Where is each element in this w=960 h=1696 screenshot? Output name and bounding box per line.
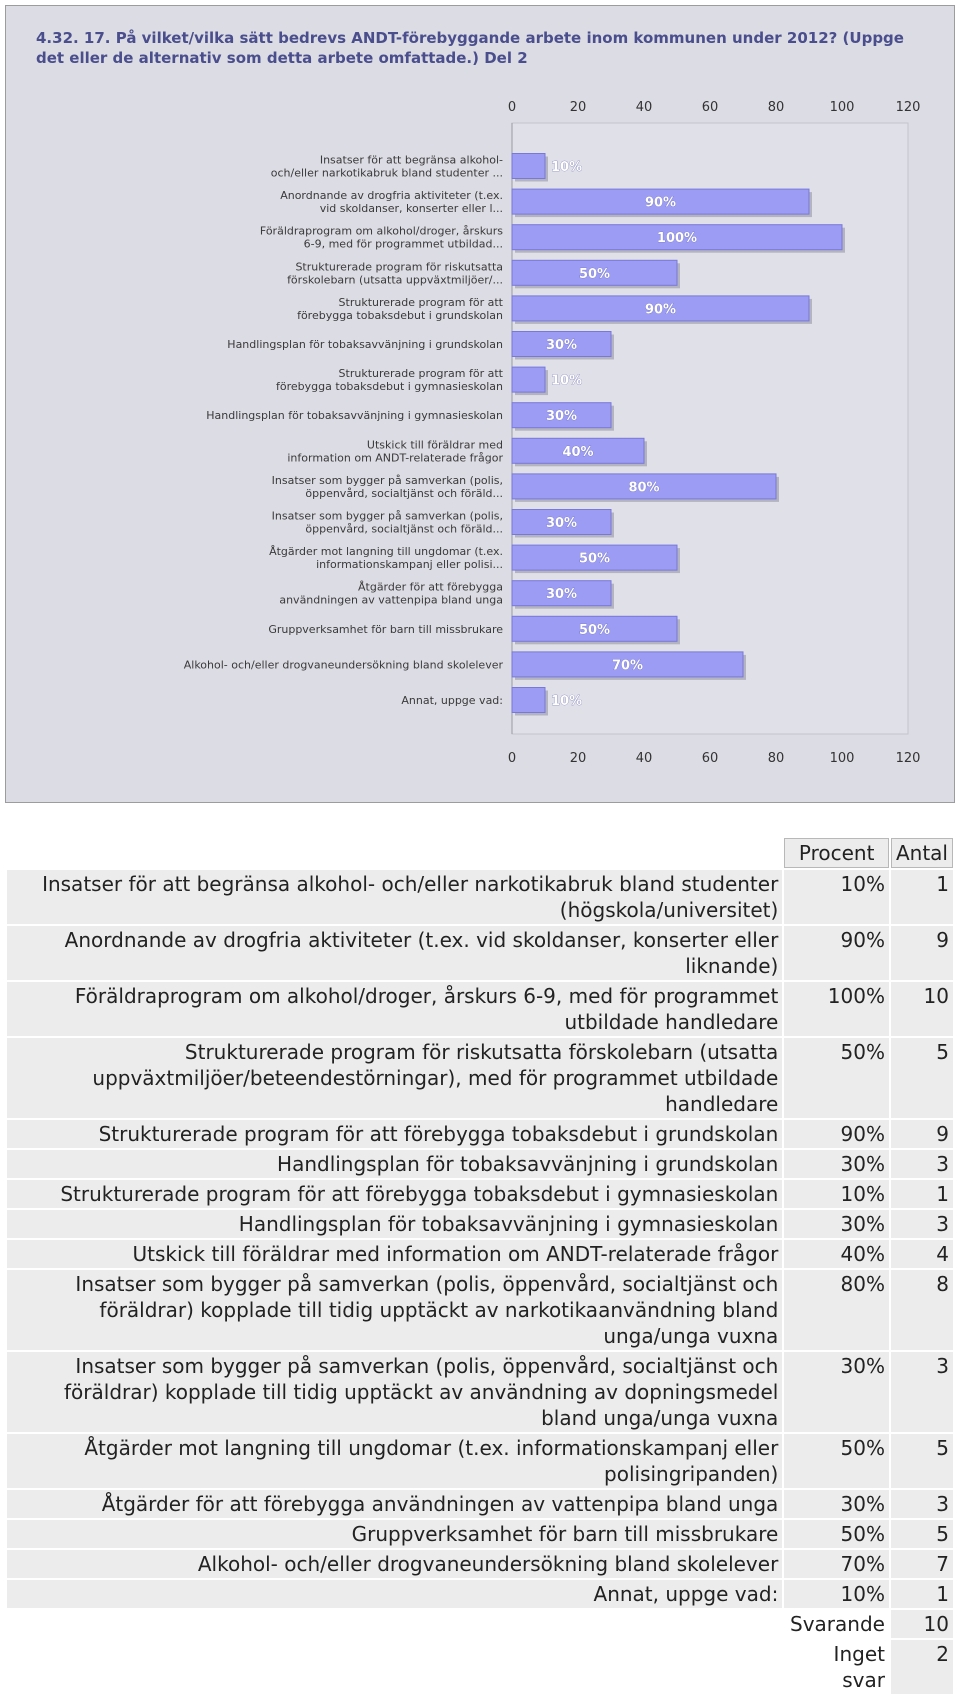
row-label: Anordnande av drogfria aktiviteter (t.ex. vid skoldanser, konserter eller liknande) (7, 926, 782, 980)
summary-label: Inget svar (833, 1642, 885, 1692)
summary-label: Svarande (790, 1612, 885, 1636)
category-label: användningen av vattenpipa bland unga (279, 593, 503, 607)
row-percent: 10% (784, 1580, 889, 1608)
row-percent: 30% (784, 1490, 889, 1518)
row-label: Insatser som bygger på samverkan (polis, öppenvård, socialtjänst och föräldrar) kopplade till tidig upptäckt av användning av dopningsmedel bland unga/unga vuxna (7, 1352, 782, 1432)
row-count: 1 (891, 870, 953, 924)
category-label: förebygga tobaksdebut i gymnasieskolan (276, 380, 503, 394)
chart-panel (5, 5, 955, 803)
row-percent: 30% (784, 1210, 889, 1238)
category-label: förskolebarn (utsatta uppväxtmiljöer/... (287, 273, 503, 287)
table-row (7, 1120, 953, 1148)
row-count: 7 (891, 1550, 953, 1578)
row-percent: 10% (784, 870, 889, 924)
x-tick-label-top: 80 (767, 100, 785, 115)
table-row (7, 1240, 953, 1268)
row-label: Utskick till föräldrar med information om ANDT-relaterade frågor (7, 1240, 782, 1268)
bar-value-label: 50% (578, 551, 611, 567)
row-count: 9 (891, 1120, 953, 1148)
table-header-row (7, 838, 953, 868)
summary-value: 10 (891, 1610, 953, 1638)
row-label: Åtgärder för att förebygga användningen av vattenpipa bland unga (7, 1490, 782, 1518)
row-percent: 50% (784, 1434, 889, 1488)
category-label: Strukturerade program för att (338, 367, 503, 381)
row-label: Insatser för att begränsa alkohol- och/eller narkotikabruk bland studenter (högskola/universitet) (7, 870, 782, 924)
bar-value-label: 50% (578, 266, 611, 282)
bar-value-label: 80% (628, 480, 660, 496)
row-percent: 90% (784, 1120, 889, 1148)
category-label: Annat, uppge vad: (401, 694, 503, 707)
category-label: Utskick till föräldrar med (366, 438, 503, 452)
category-label: Insatser som bygger på samverkan (polis, (271, 473, 503, 487)
category-label: vid skoldanser, konserter eller l... (319, 202, 503, 216)
table-row (7, 1520, 953, 1548)
table-header-spacer (7, 838, 782, 868)
category-label: informationskampanj eller polisi... (316, 558, 503, 572)
row-percent: 30% (784, 1352, 889, 1432)
x-tick-label-top: 20 (569, 100, 587, 115)
table-row (7, 1210, 953, 1238)
category-label: Åtgärder för att förebygga (358, 580, 503, 594)
row-count: 3 (891, 1210, 953, 1238)
table-row (7, 926, 953, 980)
category-label: Handlingsplan för tobaksavvänjning i gymnasieskolan (206, 409, 503, 423)
x-tick-label-top: 0 (507, 100, 517, 115)
row-count: 10 (891, 982, 953, 1036)
results-table (5, 836, 955, 1696)
header-procent: Procent (784, 838, 889, 868)
bar-value-label: 90% (644, 302, 677, 318)
row-count: 3 (891, 1490, 953, 1518)
x-tick-label-top: 100 (829, 100, 855, 115)
bar-value-label: 50% (578, 622, 611, 638)
row-percent: 10% (784, 1180, 889, 1208)
row-percent: 30% (784, 1150, 889, 1178)
row-label: Strukturerade program för att förebygga tobaksdebut i grundskolan (7, 1120, 782, 1148)
category-label: Föräldraprogram om alkohol/droger, årskurs (259, 224, 503, 238)
bar-value-label: 90% (644, 195, 677, 211)
row-percent: 70% (784, 1550, 889, 1578)
row-count: 5 (891, 1434, 953, 1488)
bar (512, 367, 545, 392)
category-label: och/eller narkotikabruk bland studenter ... (270, 166, 503, 180)
row-label: Alkohol- och/eller drogvaneundersökning bland skolelever (7, 1550, 782, 1578)
table-row (7, 1550, 953, 1578)
x-tick-label-bottom: 60 (701, 751, 719, 766)
category-label: Anordnande av drogfria aktiviteter (t.ex. (280, 189, 503, 203)
bar-value-label: 30% (545, 409, 578, 425)
bar-value-label: 10% (551, 694, 583, 709)
x-tick-label-bottom: 40 (635, 751, 653, 766)
row-label: Strukturerade program för att förebygga tobaksdebut i gymnasieskolan (7, 1180, 782, 1208)
table-row (7, 1038, 953, 1118)
bar (512, 154, 545, 179)
table-row (7, 1434, 953, 1488)
category-label: information om ANDT-relaterade frågor (287, 451, 503, 465)
row-percent: 90% (784, 926, 889, 980)
x-tick-label-bottom: 20 (569, 751, 587, 766)
category-label: Insatser som bygger på samverkan (polis, (271, 509, 503, 523)
category-label: förebygga tobaksdebut i grundskolan (297, 308, 503, 322)
row-label: Insatser som bygger på samverkan (polis, öppenvård, socialtjänst och föräldrar) kopplade till tidig upptäckt av narkotikaanvändning bland unga/unga vuxna (7, 1270, 782, 1350)
summary-row (7, 1610, 953, 1638)
table-row (7, 1352, 953, 1432)
row-count: 5 (891, 1520, 953, 1548)
x-tick-label-top: 60 (701, 100, 719, 115)
row-count: 1 (891, 1180, 953, 1208)
row-percent: 100% (784, 982, 889, 1036)
category-label: Strukturerade program för att (338, 295, 503, 309)
row-count: 9 (891, 926, 953, 980)
x-tick-label-bottom: 100 (829, 751, 855, 766)
category-label: öppenvård, socialtjänst och föräld... (305, 486, 503, 500)
bar-value-label: 30% (545, 516, 578, 531)
row-percent: 50% (784, 1038, 889, 1118)
x-tick-label-bottom: 80 (767, 751, 785, 766)
row-count: 3 (891, 1352, 953, 1432)
bar-value-label: 10% (551, 373, 583, 389)
row-label: Föräldraprogram om alkohol/droger, årskurs 6-9, med för programmet utbildade handledare (7, 982, 782, 1036)
category-label: öppenvård, socialtjänst och föräld... (305, 522, 503, 536)
row-count: 4 (891, 1240, 953, 1268)
summary-value: 2 (891, 1640, 953, 1694)
category-label: Handlingsplan för tobaksavvänjning i grundskolan (227, 338, 503, 351)
bar-value-label: 70% (611, 658, 644, 674)
table-row (7, 1150, 953, 1178)
row-label: Strukturerade program för riskutsatta förskolebarn (utsatta uppväxtmiljöer/beteendestörningar), med för programmet utbildade handledare (7, 1038, 782, 1118)
bar-value-label: 10% (551, 160, 583, 175)
table-row (7, 1580, 953, 1608)
category-label: Alkohol- och/eller drogvaneundersökning bland skolelever (183, 658, 503, 672)
row-label: Åtgärder mot langning till ungdomar (t.ex. informationskampanj eller polisingripanden) (7, 1434, 782, 1488)
x-tick-label-top: 120 (895, 100, 921, 115)
row-count: 3 (891, 1150, 953, 1178)
table-row (7, 982, 953, 1036)
summary-row (7, 1640, 953, 1694)
row-label: Handlingsplan för tobaksavvänjning i grundskolan (7, 1150, 782, 1178)
bar-value-label: 100% (656, 231, 698, 247)
x-tick-label-bottom: 0 (507, 751, 517, 766)
category-label: 6-9, med för programmet utbildad... (303, 237, 503, 251)
bar-value-label: 30% (545, 338, 578, 353)
header-antal: Antal (891, 838, 953, 868)
table-row (7, 1180, 953, 1208)
x-tick-label-bottom: 120 (895, 751, 921, 766)
summary-spacer (7, 1610, 782, 1638)
row-label: Annat, uppge vad: (7, 1580, 782, 1608)
row-percent: 50% (784, 1520, 889, 1548)
category-label: Åtgärder mot langning till ungdomar (t.ex. (269, 545, 503, 559)
row-label: Handlingsplan för tobaksavvänjning i gymnasieskolan (7, 1210, 782, 1238)
chart-title: 4.32. 17. På vilket/vilka sätt bedrevs ANDT-förebyggande arbete inom kommunen under 2012? (Uppge det eller de alternativ som detta arbete omfattade.) Del 2 (36, 29, 904, 67)
category-label: Gruppverksamhet för barn till missbrukare (268, 622, 503, 636)
row-percent: 40% (784, 1240, 889, 1268)
x-tick-label-top: 40 (635, 100, 653, 115)
bar-value-label: 40% (562, 444, 594, 460)
summary-spacer (7, 1640, 782, 1694)
row-count: 5 (891, 1038, 953, 1118)
row-percent: 80% (784, 1270, 889, 1350)
bar-value-label: 30% (545, 587, 578, 603)
category-label: Insatser för att begränsa alkohol- (319, 153, 503, 167)
table-row (7, 870, 953, 924)
bar (512, 688, 545, 713)
bar-chart (6, 6, 954, 802)
table-row (7, 1270, 953, 1350)
row-count: 8 (891, 1270, 953, 1350)
row-label: Gruppverksamhet för barn till missbrukare (7, 1520, 782, 1548)
row-count: 1 (891, 1580, 953, 1608)
category-label: Strukturerade program för riskutsatta (295, 260, 503, 274)
table-row (7, 1490, 953, 1518)
